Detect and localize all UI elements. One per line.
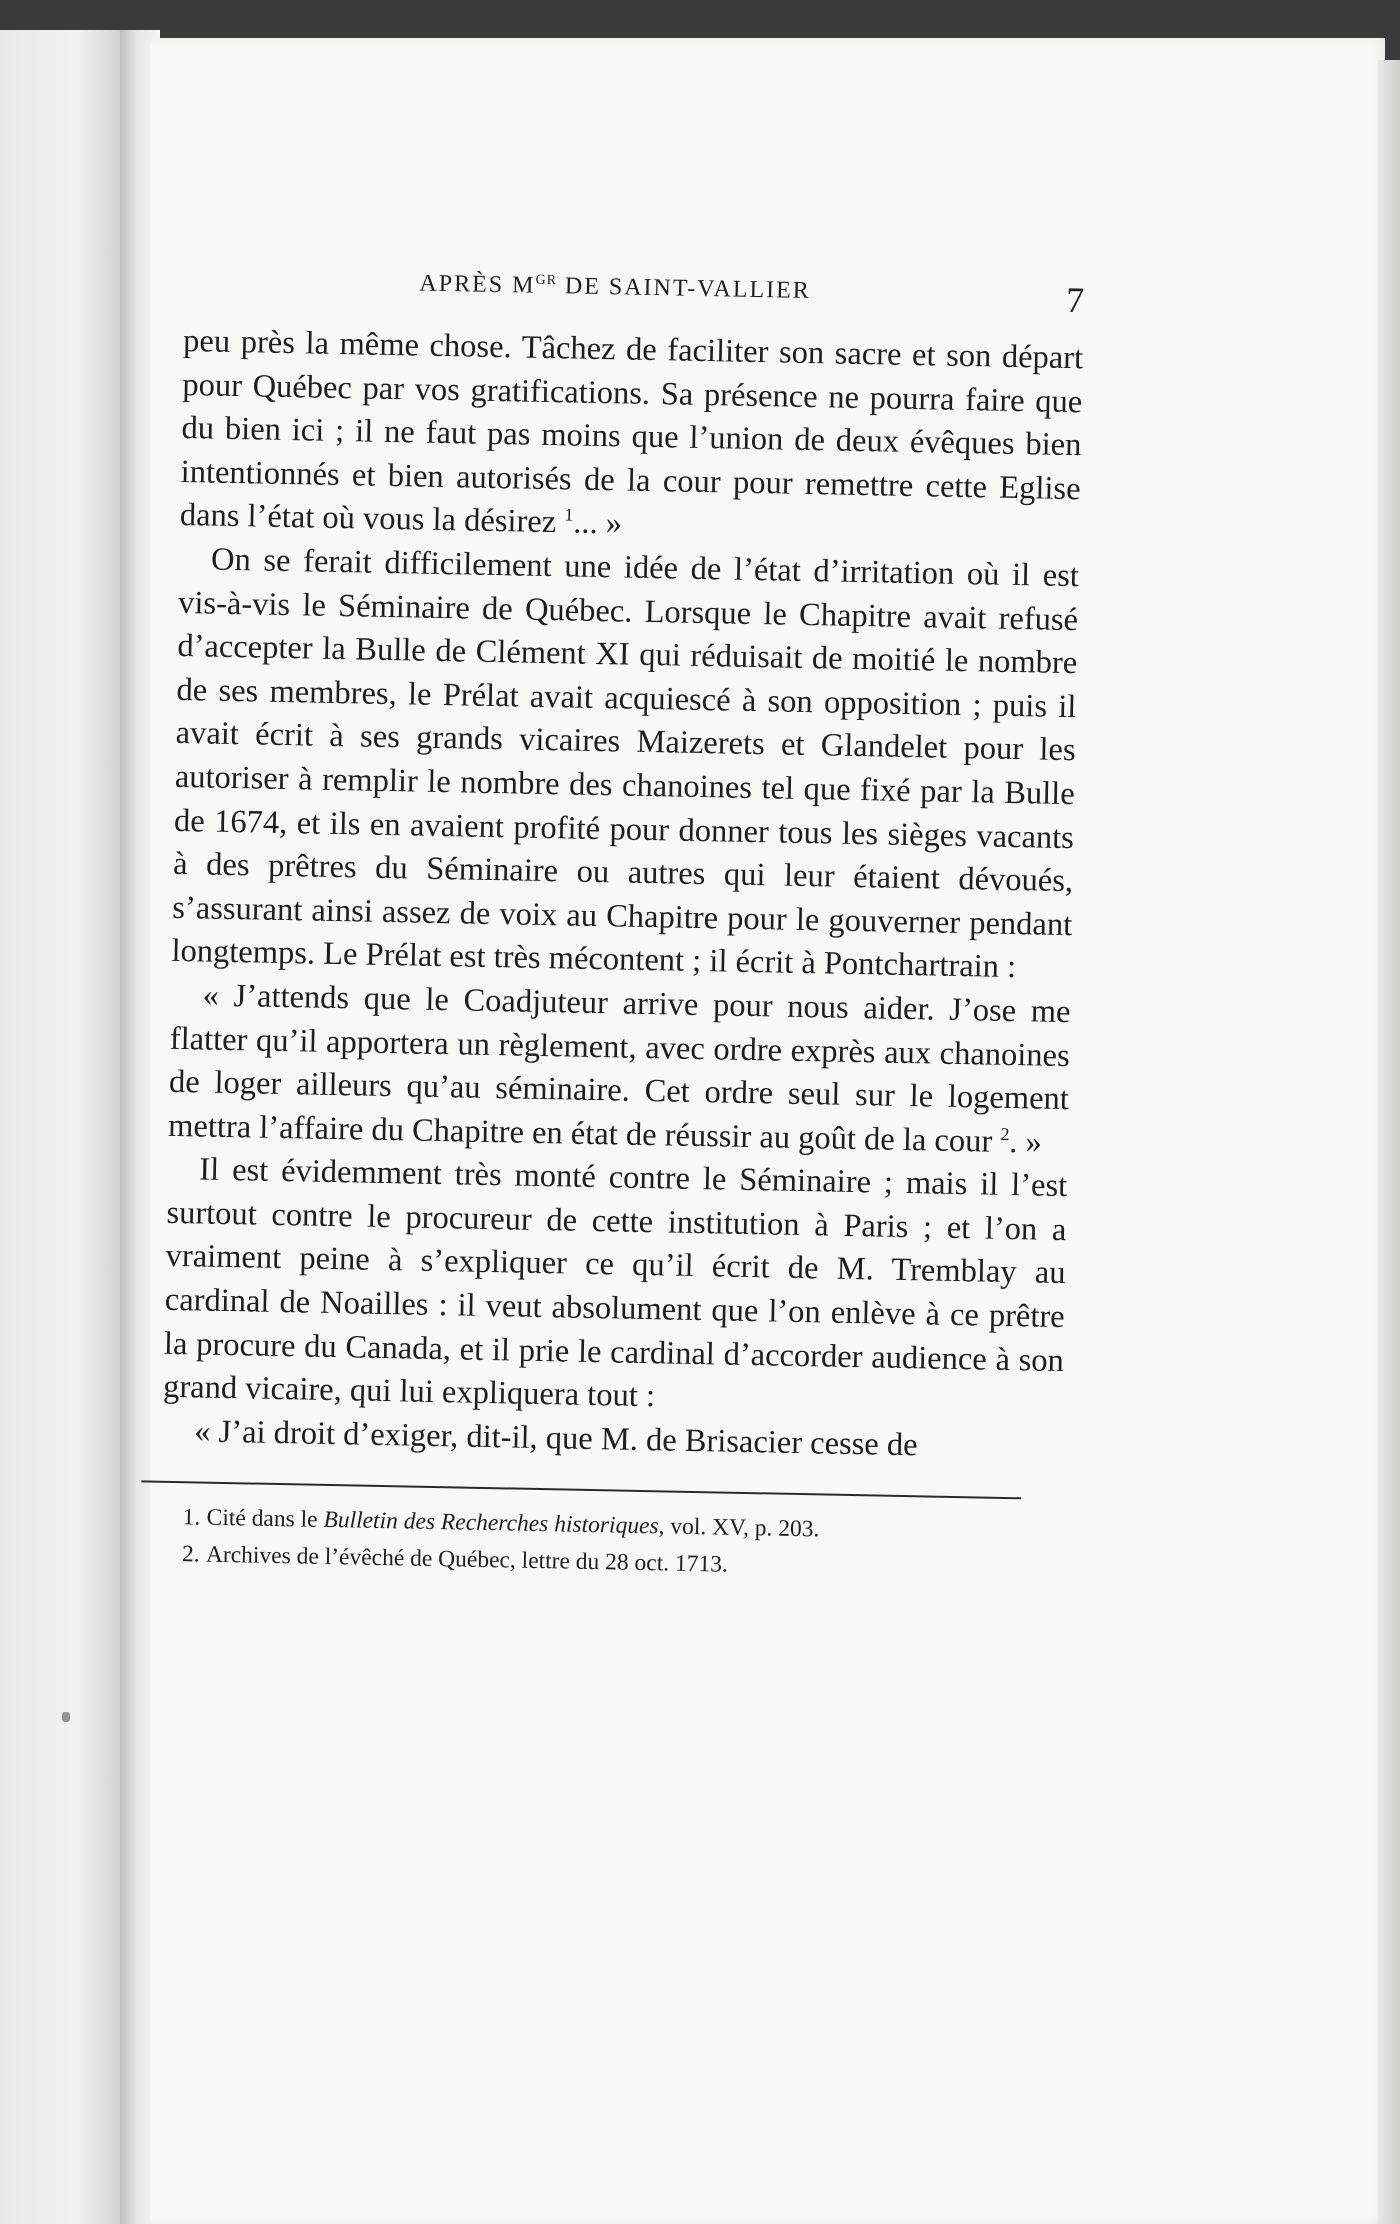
- footnote-ref: 2: [1000, 1123, 1010, 1144]
- running-head-superscript: GR: [535, 272, 558, 289]
- footnote-ref: 1: [564, 504, 574, 526]
- facing-page-edge: [0, 30, 130, 2224]
- paragraph-text: . »: [1009, 1123, 1043, 1161]
- page-number: 7: [1065, 279, 1085, 321]
- footnote-number: 1.: [182, 1504, 201, 1531]
- footnote-text: Archives de l’évêché de Québec, lettre du 28 oct. 1713.: [205, 1542, 729, 1579]
- paragraph-text: ... »: [572, 504, 623, 542]
- footnote-text: Cité dans le: [206, 1505, 324, 1534]
- running-head-part: APRÈS M: [419, 270, 536, 299]
- paragraph-text: peu près la même chose. Tâchez de faciliter son sacre et son départ pour Québec par vos gratifications. Sa présence ne pourra faire que du bien ici ; il ne faut pas moins que l’union de deux évêques bien intentionnés et bien autorisés de la cour pour remettre cette Eglise dans l’état où vous la désirez: [179, 322, 1084, 541]
- paragraph: On se ferait difficilement une idée de l’état d’irritation où il est vis-à-vis le Séminaire de Québec. Lorsque le Chapitre avait refusé d’accepter la Bulle de Clément XI qui réduisait de moitié le nombre de ses membres, le Prélat avait acquiescé à son opposition ; puis il avait écrit à ses grands vicaires Maizerets et Glandelet pour les autoriser à remplir le nombre des chanoines tel que fixé par la Bulle de 1674, et ils en avaient profité pour donner tous les sièges vacants à des prêtres du Séminaire ou autres qui leur étaient dévoués, s’assurant ainsi assez de voix au Chapitre pour le gouverner pendant longtemps. Le Prélat est très mécontent ; il écrit à Pontchartrain :: [171, 541, 1080, 986]
- footnote-rule: [141, 1481, 1021, 1500]
- running-head-part: DE SAINT-VALLIER: [556, 273, 812, 305]
- page-edge-right: [1378, 60, 1400, 2224]
- footnote-number: 2.: [181, 1541, 200, 1568]
- paragraph: [179, 320, 1083, 555]
- running-head: [419, 271, 811, 306]
- paper-speck: [62, 1712, 70, 1722]
- body-text: [162, 320, 1084, 1471]
- quote-paragraph: [168, 974, 1071, 1166]
- paragraph-text: « J’attends que le Coadjuteur arrive pour nous aider. J’ose me flatter qu’il apportera un règlement, avec ordre exprès aux chanoines de loger ailleurs qu’au séminaire. Cet ordre seul sur le logement mettra l’affaire du Chapitre en état de réussir au goût de la cour: [167, 977, 1071, 1160]
- footnote-text: , vol. XV, p. 203.: [658, 1513, 820, 1543]
- page-text-block: [160, 250, 1085, 1590]
- quote-paragraph: « J’ai droit d’exiger, dit-il, que M. de Brisacier cesse de: [193, 1413, 918, 1464]
- footnote-title: Bulletin des Recherches historiques: [323, 1507, 659, 1540]
- paragraph: Il est évidemment très monté contre le Séminaire ; mais il l’est surtout contre le procureur de cette institution à Paris ; et l’on a vraiment peine à s’expliquer ce qu’il écrit de M. Tremblay au cardinal de Noailles : il veut absolument que l’on enlève à ce prêtre la procure du Canada, et il prie le cardinal d’accorder audience à son grand vicaire, qui lui expliquera tout :: [162, 1151, 1068, 1415]
